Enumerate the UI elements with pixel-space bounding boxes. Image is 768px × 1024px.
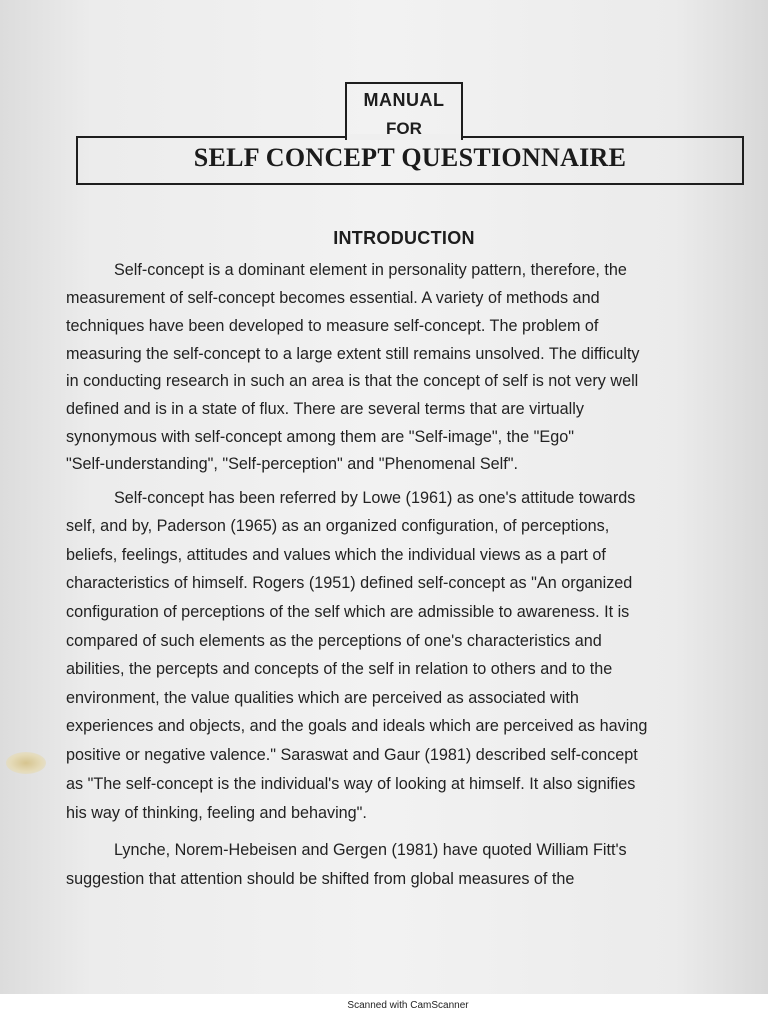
text-line: positive or negative valence." Saraswat and Gaur (1981) described self-concept (66, 746, 638, 764)
text-line: Self-concept is a dominant element in personality pattern, therefore, the (114, 261, 627, 279)
text-line: Self-concept has been referred by Lowe (1961) as one's attitude towards (114, 489, 636, 507)
paper-stain (6, 752, 46, 774)
text-line: defined and is in a state of flux. There are several terms that are virtually (66, 400, 584, 418)
text-line: as "The self-concept is the individual's way of looking at himself. It also signifies (66, 775, 636, 793)
text-line: environment, the value qualities which are perceived as associated with (66, 689, 579, 707)
scanner-watermark: Scanned with CamScanner (347, 1000, 469, 1011)
text-line: abilities, the percepts and concepts of the self in relation to others and to the (66, 660, 613, 678)
text-line: "Self-understanding", "Self-perception" and "Phenomenal Self". (66, 455, 519, 473)
text-line: compared of such elements as the perceptions of one's characteristics and (66, 632, 602, 650)
title-tab (345, 82, 463, 140)
text-line: configuration of perceptions of the self which are admissible to awareness. It is (66, 603, 630, 621)
text-line: measurement of self-concept becomes essential. A variety of methods and (66, 289, 600, 307)
text-line: his way of thinking, feeling and behaving". (66, 804, 367, 822)
text-line: experiences and objects, and the goals and ideals which are perceived as having (66, 717, 648, 735)
text-line: beliefs, feelings, attitudes and values which the individual views as a part of (66, 546, 606, 564)
text-line: techniques have been developed to measure self-concept. The problem of (66, 317, 599, 335)
text-line: suggestion that attention should be shifted from global measures of the (66, 870, 575, 888)
text-line: synonymous with self-concept among them are "Self-image", the "Ego" (66, 428, 574, 446)
text-line: in conducting research in such an area is that the concept of self is not very well (66, 372, 639, 390)
text-line: Lynche, Norem-Hebeisen and Gergen (1981) have quoted William Fitt's (114, 841, 627, 859)
text-line: characteristics of himself. Rogers (1951) defined self-concept as "An organized (66, 574, 633, 592)
section-heading: INTRODUCTION (333, 228, 475, 248)
text-line: measuring the self-concept to a large extent still remains unsolved. The difficulty (66, 345, 640, 363)
title-for: FOR (386, 119, 422, 138)
document-title: SELF CONCEPT QUESTIONNAIRE (193, 143, 627, 172)
text-line: self, and by, Paderson (1965) as an organized configuration, of perceptions, (66, 517, 610, 535)
title-manual: MANUAL (363, 90, 445, 110)
